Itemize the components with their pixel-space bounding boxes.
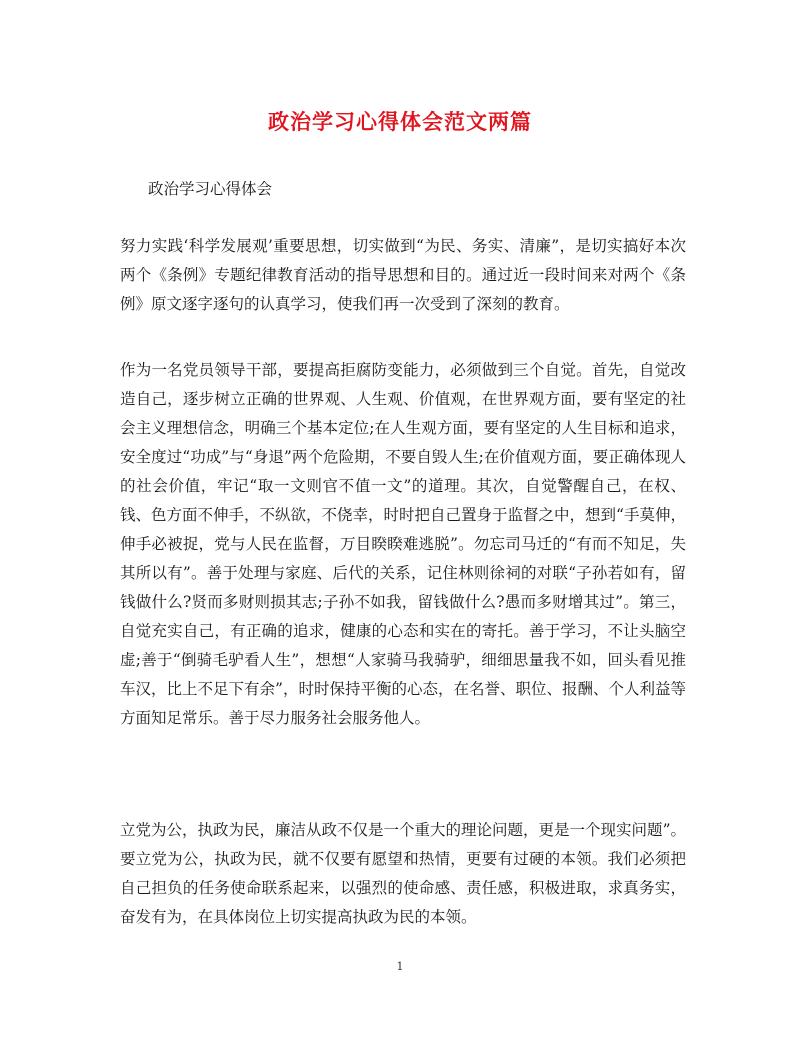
paragraph-1: 努力实践‘科学发展观’重要思想，切实做到“为民、务实、清廉”，是切实搞好本次两个《条例》专题纪律教育活动的指导思想和目的。通过近一段时间来对两个《条例》原文逐字逐句的认真学习，使我们再一次受到了深刻的教育。 [120, 237, 686, 313]
paragraph-2: 作为一名党员领导干部，要提高拒腐防变能力，必须做到三个自觉。首先，自觉改造自己，逐步树立正确的世界观、人生观、价值观，在世界观方面，要有坚定的社会主义理想信念，明确三个基本定位;在人生观方面，要有坚定的人生目标和追求，安全度过“功成”与“身退”两个危险期，不要自毁人生;在价值观方面，要正确体现人的社会价值，牢记“取一文则官不值一文”的道理。其次，自觉警醒自己，在权、钱、色方面不伸手，不纵欲，不侥幸，时时把自己置身于监督之中，想到“手莫伸，伸手必被捉，党与人民在监督，万目睽睽难逃脱”。勿忘司马迁的“有而不知足，失其所以有”。善于处理与家庭、后代的关系，记住林则徐祠的对联“子孙若如有，留钱做什么?贤而多财则损其志;子孙不如我，留钱做什么?愚而多财增其过”。第三，自觉充实自己，有正确的追求，健康的心态和实在的寄托。善于学习，不让头脑空虚;善于“倒骑毛驴看人生”，想想“人家骑马我骑驴，细细思量我不如，回头看见推车汉，比上不足下有余”，时时保持平衡的心态，在名誉、职位、报酬、个人利益等方面知足常乐。善于尽力服务社会服务他人。 [120, 361, 686, 727]
document-title: 政治学习心得体会范文两篇 [268, 109, 532, 134]
page-number: 1 [396, 960, 404, 973]
paragraph-3: 立党为公，执政为民，廉洁从政不仅是一个重大的理论问题，更是一个现实问题”。要立党为公，执政为民，就不仅要有愿望和热情，更要有过硬的本领。我们必须把自己担负的任务使命联系起来，以强烈的使命感、责任感，积极进取，求真务实，奋发有为，在具体岗位上切实提高执政为民的本领。 [120, 821, 686, 926]
document-subtitle: 政治学习心得体会 [148, 180, 273, 198]
